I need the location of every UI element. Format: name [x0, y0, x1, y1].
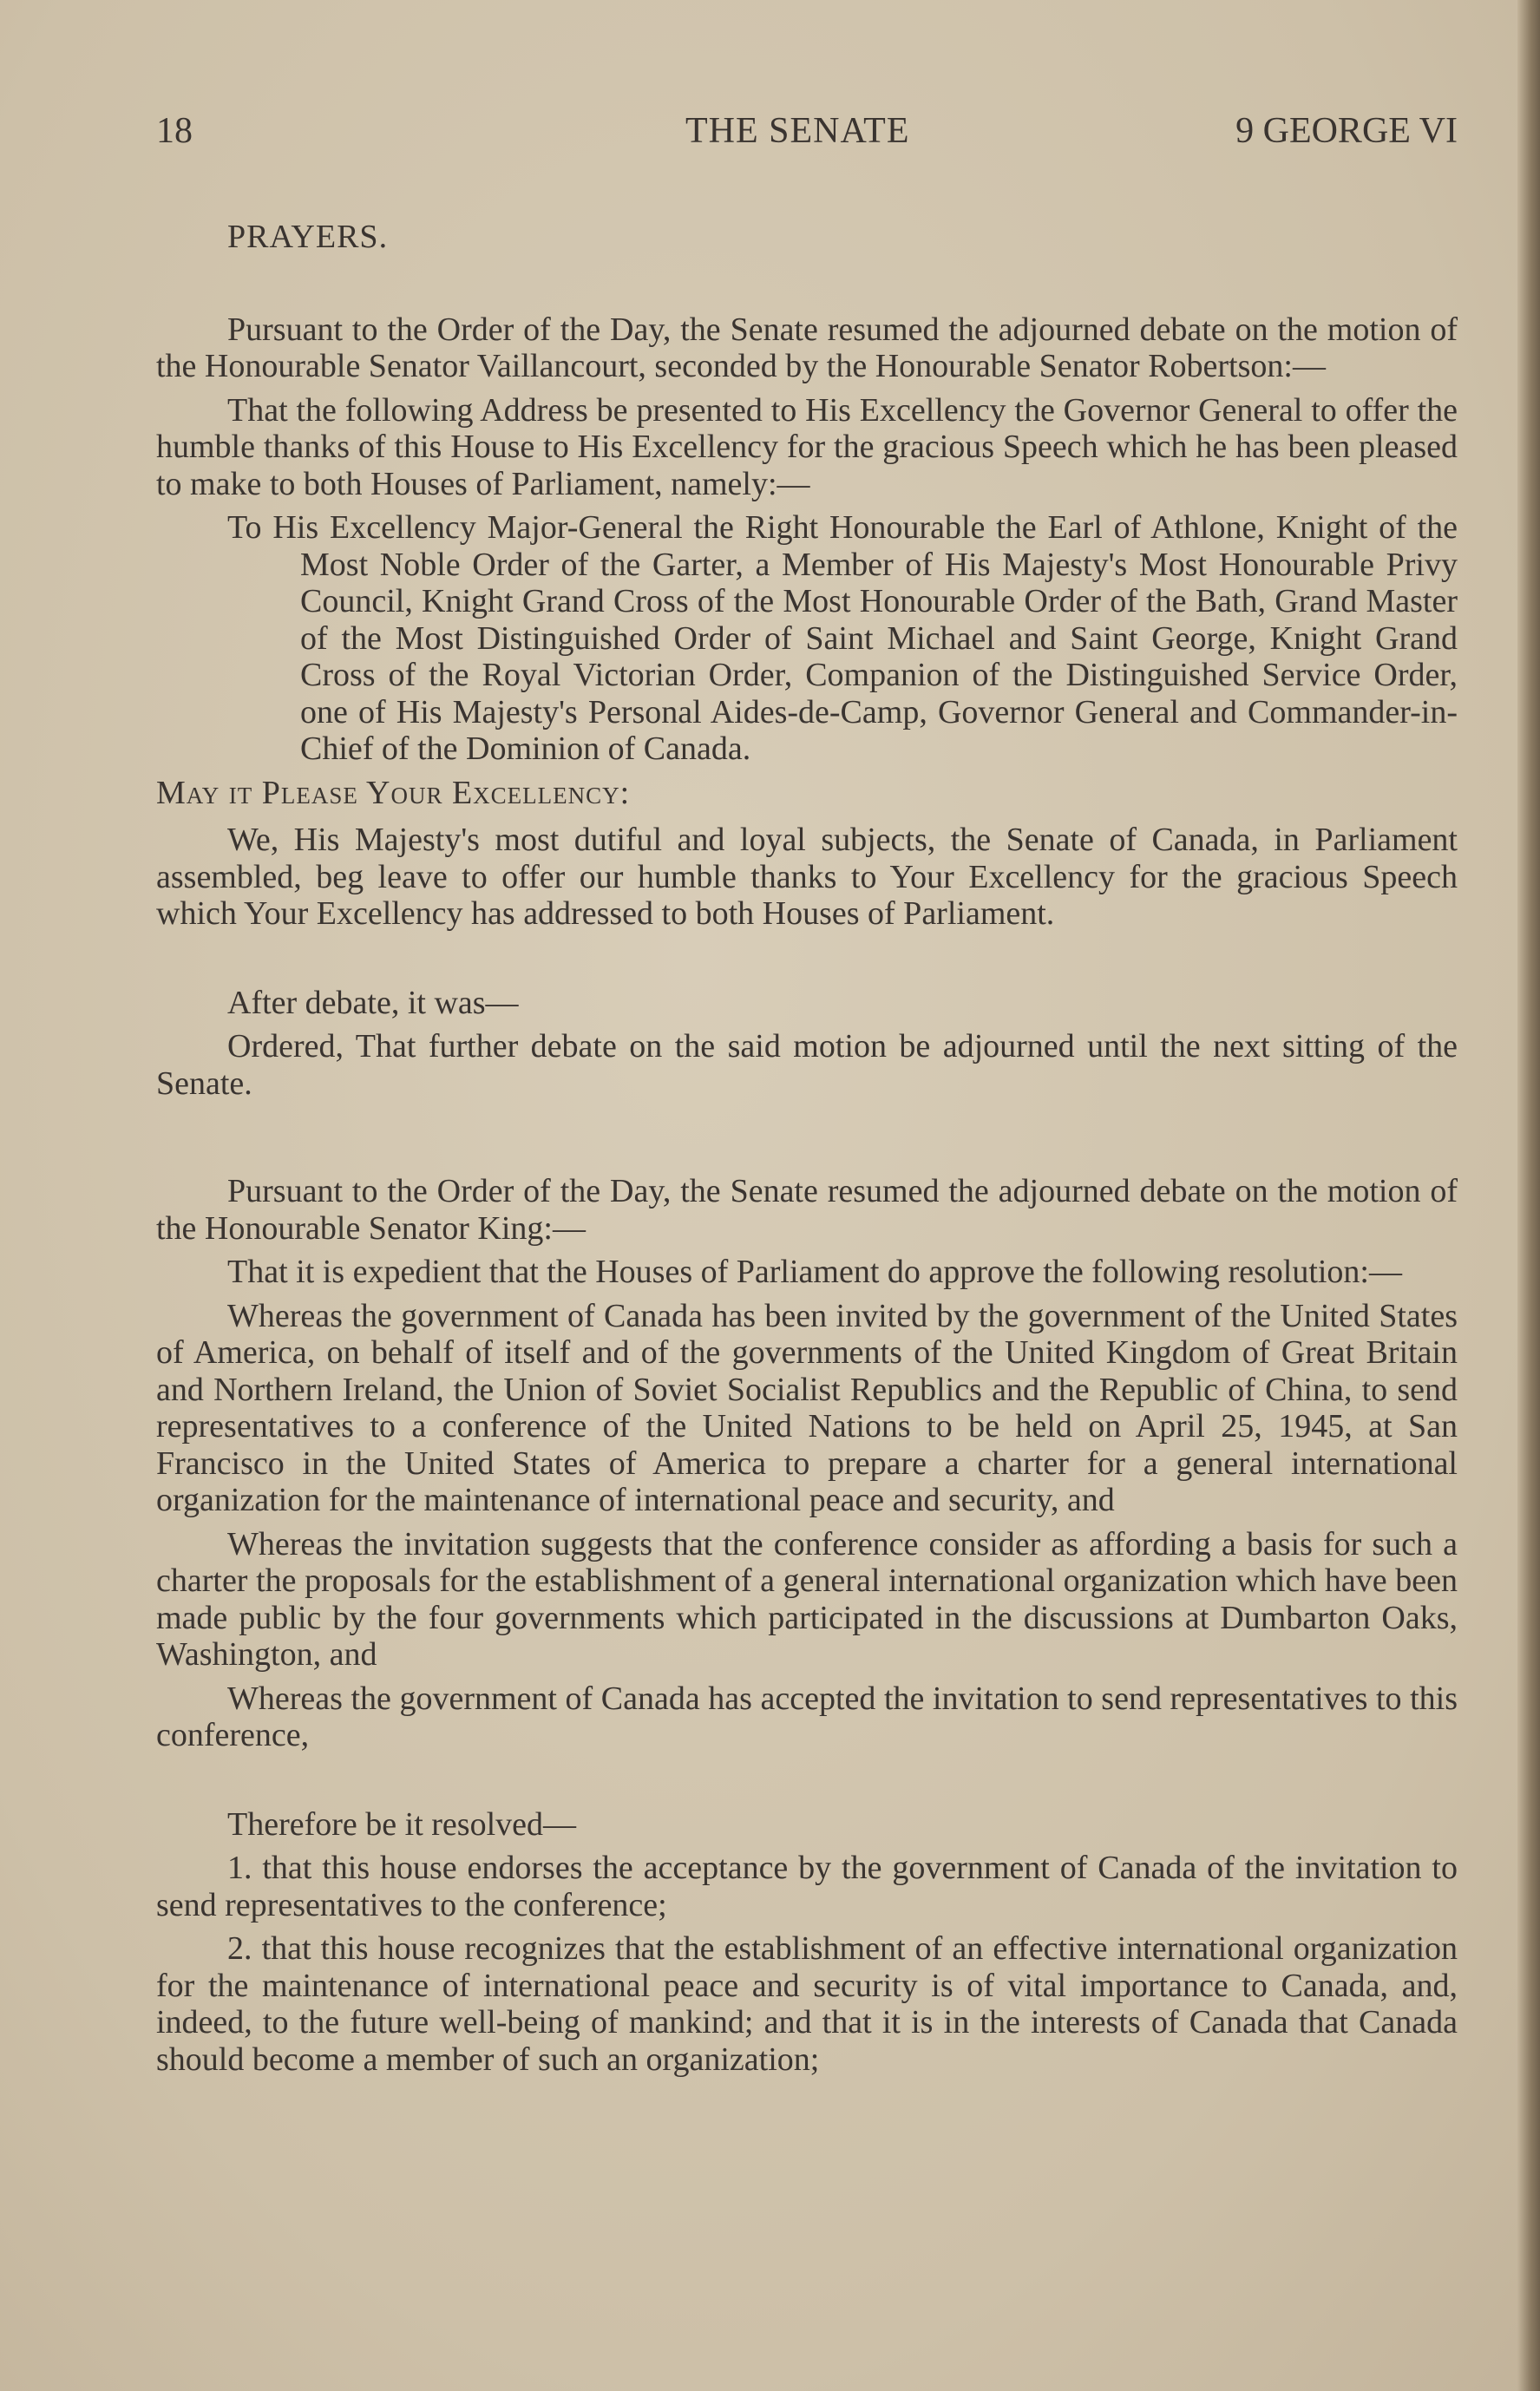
header-reign: 9 GEORGE VI [1235, 111, 1458, 151]
page-spine-shadow [1517, 0, 1540, 2391]
paragraph: That the following Address be presented to His Excellency the Governor General to offer the humble thanks of this House to His Excellency for the gracious Speech which he has been pleased to make to both Houses of Parliament, namely:— [156, 391, 1458, 502]
paragraph: 1. that this house endorses the acceptance by the government of Canada of the invitation to send representatives to the conference; [156, 1850, 1458, 1923]
paragraph: Whereas the government of Canada has accepted the invitation to send representatives to this conference, [156, 1680, 1458, 1753]
page-number: 18 [156, 111, 193, 151]
salutation: May it Please Your Excellency: [156, 774, 631, 811]
paragraph: Whereas the invitation suggests that the conference consider as affording a basis for such a charter the proposals for the establishment of a general international organization which have been made public by the four governments which participated in the discussions at Dumbarton Oaks, Washington, and [156, 1525, 1458, 1673]
paragraph: After debate, it was— [227, 984, 519, 1021]
paragraph: Pursuant to the Order of the Day, the Senate resumed the adjourned debate on the motion of the Honourable Senator Vaillancourt, seconded by the Honourable Senator Robertson:— [156, 311, 1458, 384]
paragraph: Whereas the government of Canada has been invited by the government of the United States of America, on behalf of itself and of the governments of the United Kingdom of Great Britain and Northern Ireland, the Union of Soviet Socialist Republics and the Republic of China, to send representatives to a conference of the United Nations to be held on April 25, 1945, at San Francisco in the United States of America to prepare a charter for a general international organization for the maintenance of international peace and security, and [156, 1297, 1458, 1518]
header-title: THE SENATE [685, 111, 910, 151]
paragraph: We, His Majesty's most dutiful and loyal subjects, the Senate of Canada, in Parliament assembled, beg leave to offer our humble thanks to Your Excellency for the gracious Speech which Your Excellency has addressed to both Houses of Parliament. [156, 822, 1458, 932]
page-body [156, 219, 1458, 2085]
address-block: To His Excellency Major-General the Right Honourable the Earl of Athlone, Knight of the Most Noble Order of the Garter, a Member of His Majesty's Most Honourable Privy Council, Knight Grand Cross of the Most Honourable Order of the Bath, Grand Master of the Most Distinguished Order of Saint Michael and Saint George, Knight Grand Cross of the Royal Victorian Order, Companion of the Distinguished Service Order, one of His Majesty's Personal Aides-de-Camp, Governor General and Commander-in-Chief of the Dominion of Canada. [227, 509, 1458, 767]
running-header [156, 109, 1458, 153]
paragraph: Ordered, That further debate on the said motion be adjourned until the next sitting of the Senate. [156, 1028, 1458, 1102]
paragraph: That it is expedient that the Houses of Parliament do approve the following resolution:— [227, 1254, 1402, 1290]
paragraph: 2. that this house recognizes that the establishment of an effective international organization for the maintenance of international peace and security is of vital importance to Canada, and, indeed, to the future well-being of mankind; and that it is in the interests of Canada that Canada should become a member of such an organization; [156, 1930, 1458, 2078]
paragraph: Pursuant to the Order of the Day, the Senate resumed the adjourned debate on the motion of the Honourable Senator King:— [156, 1173, 1458, 1247]
prayers-heading: PRAYERS. [227, 219, 389, 255]
paragraph: Therefore be it resolved— [227, 1805, 576, 1843]
